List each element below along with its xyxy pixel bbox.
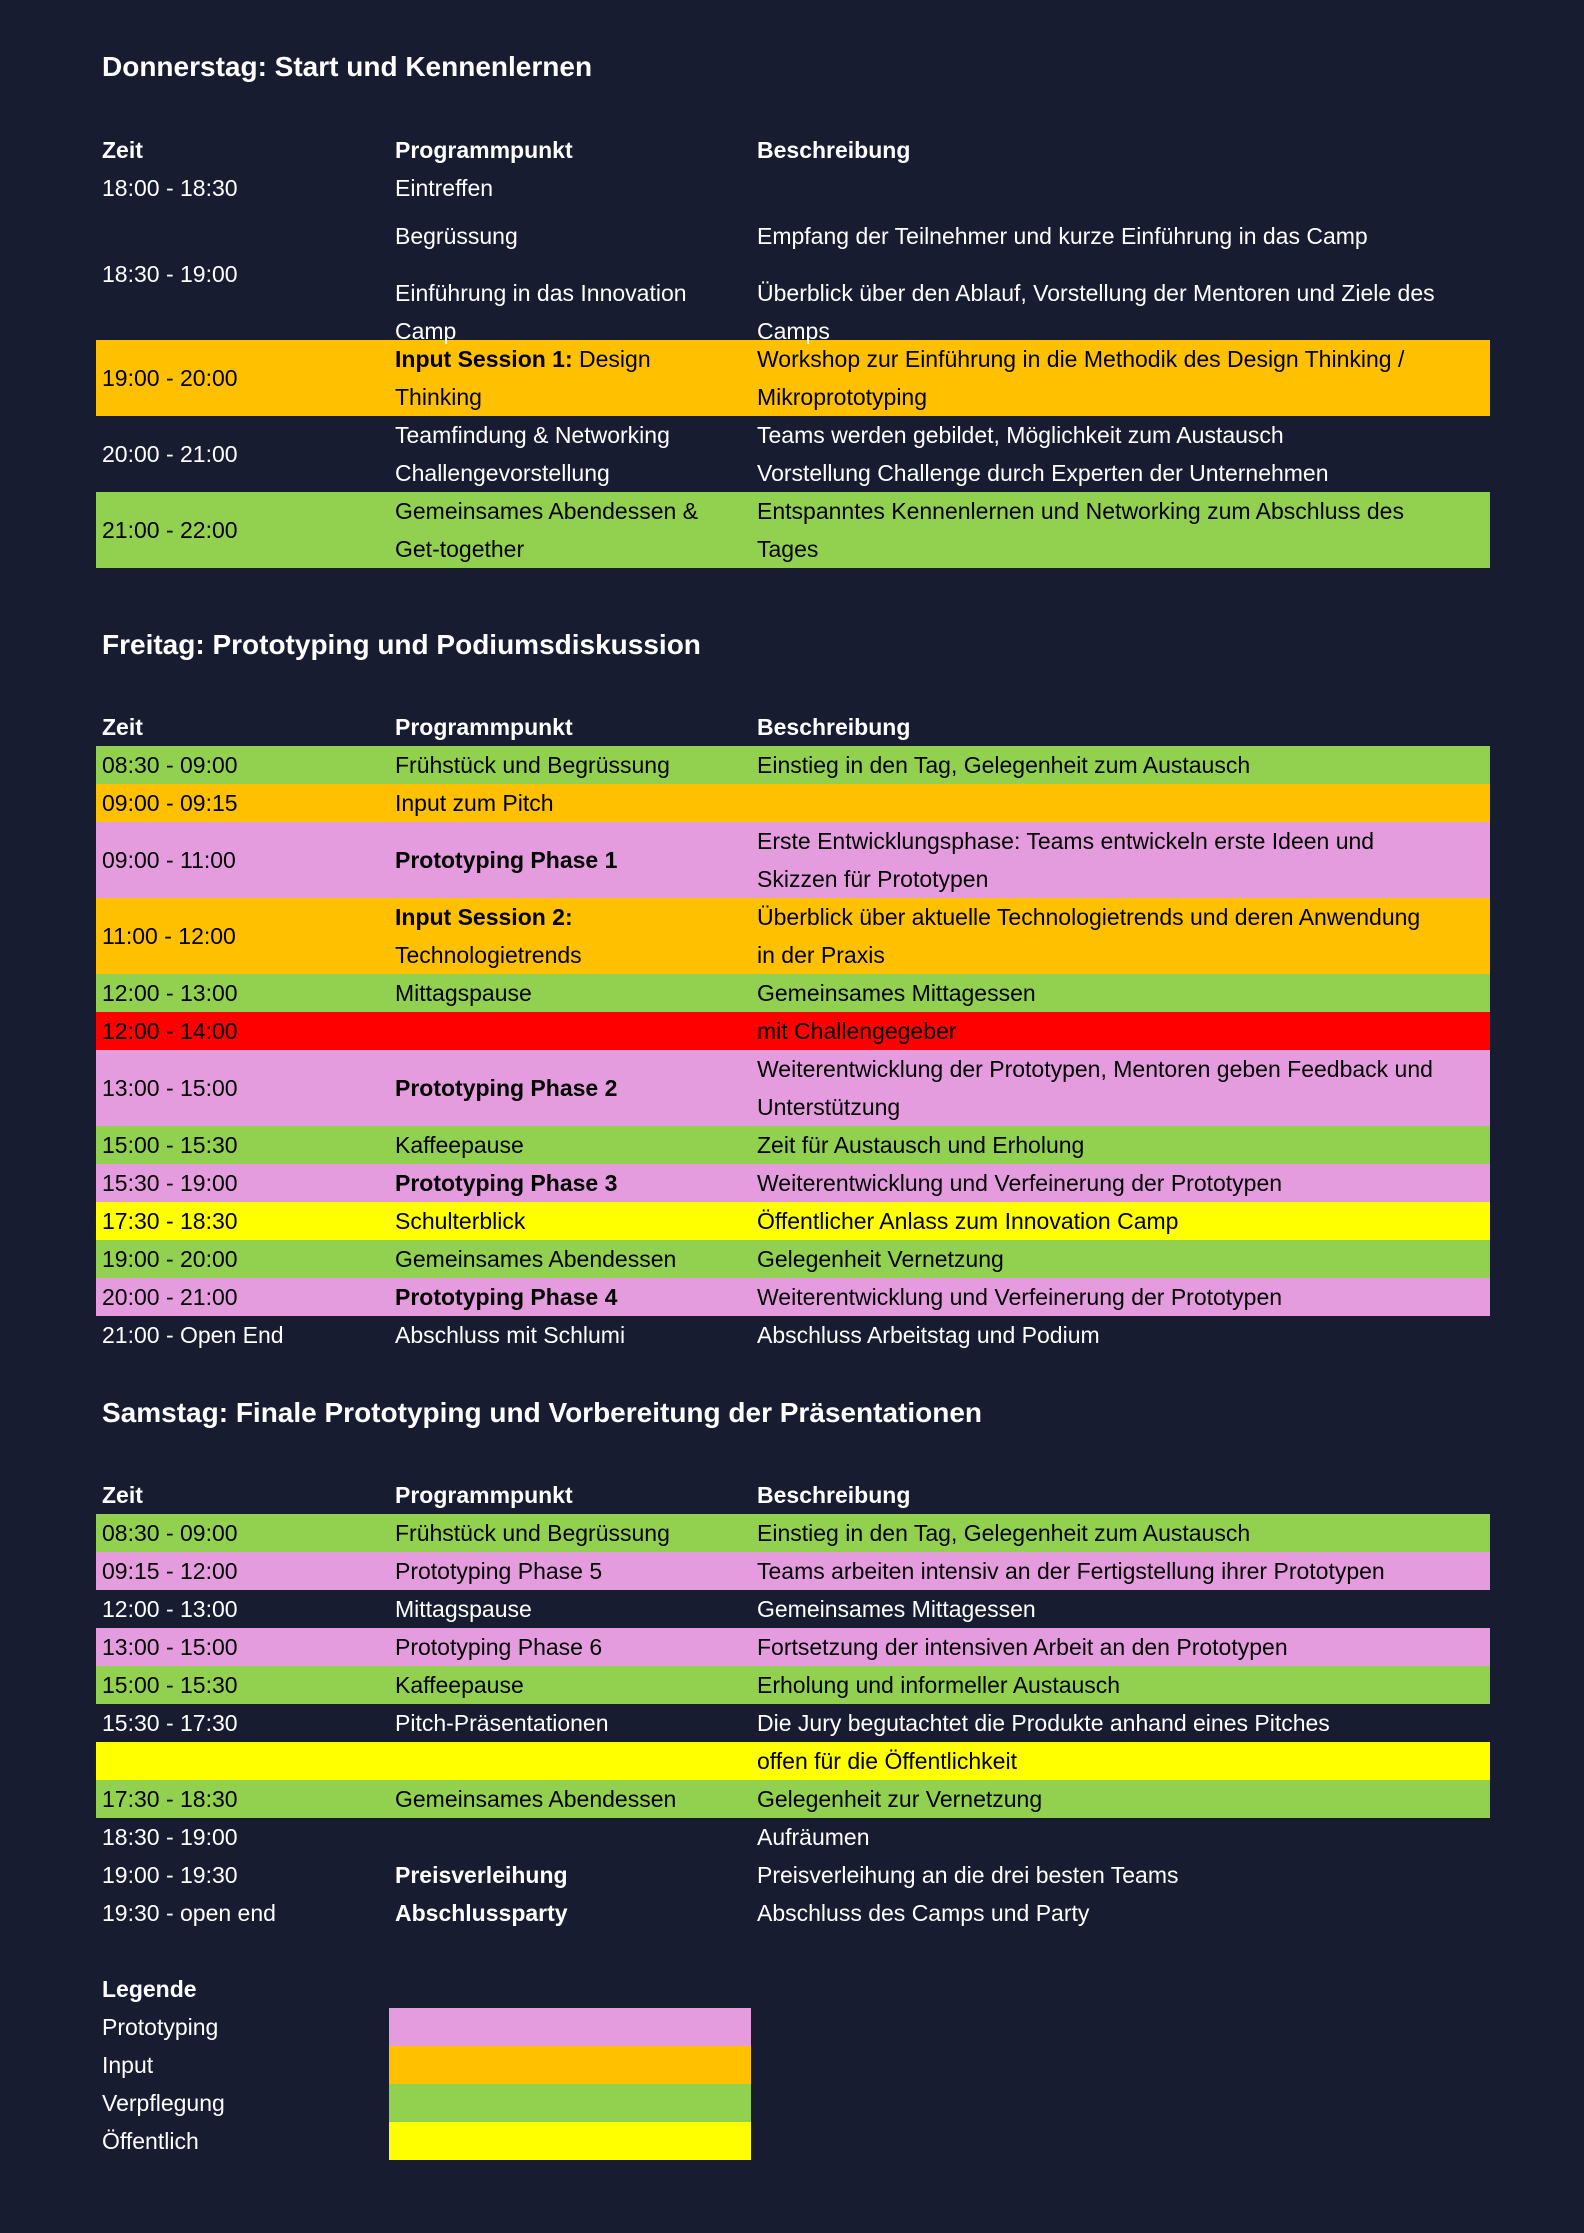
table-row	[96, 416, 1490, 492]
time-cell: 12:00 - 14:00	[102, 1018, 238, 1044]
program-bold: Prototyping Phase 2	[395, 1075, 618, 1101]
program-cell: Kaffeepause	[395, 1672, 524, 1698]
program-cell: Frühstück und Begrüssung	[395, 752, 670, 778]
description-cell	[751, 822, 1490, 898]
schedule-table	[96, 131, 1490, 568]
description-cell: Fortsetzung der intensiven Arbeit an den Prototypen	[757, 1634, 1288, 1660]
table-row	[96, 974, 1490, 1012]
description-cell: Gelegenheit Vernetzung	[757, 1246, 1004, 1272]
section-samstag	[96, 1394, 1490, 1926]
time-cell: 13:00 - 15:00	[102, 1634, 238, 1660]
description-line: Vorstellung Challenge durch Experten der Unternehmen	[757, 460, 1329, 486]
legend-label: Öffentlich	[102, 2128, 199, 2154]
program-cell	[389, 1894, 751, 1932]
section-title: Samstag: Finale Prototyping und Vorbereitung der Präsentationen	[102, 1397, 983, 1428]
time-cell: 08:30 - 09:00	[102, 1520, 238, 1546]
program-cell	[389, 198, 751, 350]
program-cell	[389, 898, 751, 974]
header-zeit: Zeit	[102, 1482, 143, 1508]
program-cell	[389, 416, 751, 492]
header-zeit: Zeit	[102, 137, 143, 163]
description-cell: Gelegenheit zur Vernetzung	[757, 1786, 1043, 1812]
table-row	[96, 1552, 1490, 1590]
description-cell: Gemeinsames Mittagessen	[757, 1596, 1036, 1622]
legend-title: Legende	[102, 1976, 197, 2002]
table-row	[96, 1240, 1490, 1278]
description-line: in der Praxis	[757, 942, 885, 968]
program-cell: Prototyping Phase 5	[395, 1558, 603, 1584]
table-header	[96, 708, 1490, 746]
schedule-table	[96, 708, 1490, 1354]
description-line: Weiterentwicklung der Prototypen, Mentoren geben Feedback und	[757, 1056, 1433, 1082]
legend	[96, 1970, 756, 2160]
legend-item	[96, 2046, 756, 2084]
header-beschreibung: Beschreibung	[757, 714, 911, 740]
header-beschreibung: Beschreibung	[757, 1482, 911, 1508]
section-title: Donnerstag: Start und Kennenlernen	[102, 51, 593, 82]
legend-swatch-prototyping	[389, 2008, 751, 2046]
legend-label: Prototyping	[102, 2014, 219, 2040]
time-cell: 15:30 - 17:30	[102, 1710, 238, 1736]
time-cell: 19:00 - 19:30	[102, 1862, 238, 1888]
table-row	[96, 822, 1490, 898]
table-row	[96, 1666, 1490, 1704]
table-row	[96, 1780, 1490, 1818]
program-cell: Eintreffen	[395, 175, 494, 201]
description-cell: mit Challengegeber	[757, 1018, 957, 1044]
description-cell: Abschluss des Camps und Party	[757, 1900, 1090, 1926]
time-cell: 08:30 - 09:00	[102, 752, 238, 778]
program-line: Challengevorstellung	[395, 460, 610, 486]
program-line: Begrüssung	[395, 222, 518, 249]
legend-item	[96, 2084, 756, 2122]
legend-swatch-oeffentlich	[389, 2122, 751, 2160]
table-row	[96, 1590, 1490, 1628]
table-row	[96, 1856, 1490, 1894]
program-cell	[389, 1164, 751, 1202]
time-cell: 19:00 - 20:00	[102, 1246, 238, 1272]
schedule-table	[96, 1476, 1490, 1932]
legend-item	[96, 2122, 756, 2160]
program-cell	[389, 1278, 751, 1316]
time-cell: 17:30 - 18:30	[102, 1208, 238, 1234]
program-line: Einführung in das Innovation	[395, 279, 687, 306]
table-row	[96, 746, 1490, 784]
table-row	[96, 1316, 1490, 1354]
table-row	[96, 1894, 1490, 1932]
time-cell: 21:00 - Open End	[102, 1322, 284, 1348]
legend-label: Verpflegung	[102, 2090, 225, 2116]
time-cell: 19:00 - 20:00	[102, 365, 238, 391]
table-row	[96, 1704, 1490, 1742]
program-bold: Prototyping Phase 3	[395, 1170, 618, 1196]
time-cell: 09:00 - 09:15	[102, 790, 238, 816]
table-row	[96, 1202, 1490, 1240]
description-cell: Einstieg in den Tag, Gelegenheit zum Austausch	[757, 1520, 1251, 1546]
program-bold: Input Session 2:	[395, 904, 573, 930]
description-line: Entspanntes Kennenlernen und Networking zum Abschluss des	[757, 498, 1404, 524]
table-row	[96, 898, 1490, 974]
program-bold: Prototyping Phase 4	[395, 1284, 618, 1310]
program-cell: Schulterblick	[395, 1208, 526, 1234]
time-cell: 20:00 - 21:00	[102, 441, 238, 467]
program-cell	[389, 1069, 751, 1107]
program-line: Get-together	[395, 536, 525, 562]
description-cell: Abschluss Arbeitstag und Podium	[757, 1322, 1100, 1348]
program-cell: Mittagspause	[395, 980, 532, 1006]
header-beschreibung: Beschreibung	[757, 137, 911, 163]
program-bold: Preisverleihung	[395, 1862, 568, 1888]
description-cell	[751, 416, 1490, 492]
time-cell: 18:30 - 19:00	[102, 1824, 238, 1850]
table-row	[96, 1278, 1490, 1316]
legend-swatch-input	[389, 2046, 751, 2084]
program-cell: Gemeinsames Abendessen	[395, 1786, 677, 1812]
table-row	[96, 1012, 1490, 1050]
program-bold: Abschlussparty	[395, 1900, 568, 1926]
description-line: Camps	[757, 317, 830, 344]
description-cell: Teams arbeiten intensiv an der Fertigstellung ihrer Prototypen	[757, 1558, 1385, 1584]
description-cell: Aufräumen	[757, 1824, 870, 1850]
time-cell: 13:00 - 15:00	[102, 1075, 238, 1101]
description-line: Empfang der Teilnehmer und kurze Einführung in das Camp	[757, 222, 1368, 249]
program-cell: Kaffeepause	[395, 1132, 524, 1158]
table-header	[96, 131, 1490, 169]
description-line: Mikroprototyping	[757, 384, 928, 410]
program-line: Gemeinsames Abendessen &	[395, 498, 699, 524]
time-cell: 09:15 - 12:00	[102, 1558, 238, 1584]
program-cell	[389, 340, 751, 416]
time-cell: 15:30 - 19:00	[102, 1170, 238, 1196]
section-freitag	[96, 626, 1490, 1348]
description-cell: Weiterentwicklung und Verfeinerung der Prototypen	[757, 1284, 1283, 1310]
description-line: Tages	[757, 536, 819, 562]
program-bold: Prototyping Phase 1	[395, 847, 618, 873]
time-cell: 18:30 - 19:00	[102, 260, 238, 287]
table-row	[96, 340, 1490, 416]
description-cell	[751, 898, 1490, 974]
description-cell: Weiterentwicklung und Verfeinerung der Prototypen	[757, 1170, 1283, 1196]
description-cell: Zeit für Austausch und Erholung	[757, 1132, 1085, 1158]
description-line: Teams werden gebildet, Möglichkeit zum Austausch	[757, 422, 1284, 448]
table-row	[96, 784, 1490, 822]
program-cell	[389, 841, 751, 879]
description-line: Erste Entwicklungsphase: Teams entwickeln erste Ideen und	[757, 828, 1375, 854]
program-rest: Design	[572, 346, 651, 372]
program-line: Thinking	[395, 384, 482, 410]
section-title: Freitag: Prototyping und Podiumsdiskussion	[102, 629, 701, 660]
time-cell: 11:00 - 12:00	[102, 923, 236, 949]
description-cell	[751, 340, 1490, 416]
program-line: Technologietrends	[395, 942, 582, 968]
table-row	[96, 207, 1490, 344]
header-programmpunkt: Programmpunkt	[395, 137, 573, 163]
description-cell	[751, 1050, 1490, 1126]
description-cell: offen für die Öffentlichkeit	[757, 1748, 1017, 1774]
time-cell: 15:00 - 15:30	[102, 1132, 238, 1158]
table-row	[96, 1628, 1490, 1666]
table-row	[96, 1818, 1490, 1856]
description-cell: Einstieg in den Tag, Gelegenheit zum Austausch	[757, 752, 1251, 778]
legend-item	[96, 2008, 756, 2046]
description-line: Überblick über aktuelle Technologietrends und deren Anwendung	[757, 904, 1421, 930]
program-cell: Abschluss mit Schlumi	[395, 1322, 626, 1348]
table-row	[96, 1050, 1490, 1126]
time-cell: 21:00 - 22:00	[102, 517, 238, 543]
table-row	[96, 1164, 1490, 1202]
program-line: Teamfindung & Networking	[395, 422, 670, 448]
time-cell: 12:00 - 13:00	[102, 1596, 238, 1622]
time-cell: 20:00 - 21:00	[102, 1284, 238, 1310]
description-line: Unterstützung	[757, 1094, 901, 1120]
program-bold: Input Session 1:	[395, 346, 573, 372]
table-header	[96, 1476, 1490, 1514]
description-line: Workshop zur Einführung in die Methodik des Design Thinking /	[757, 346, 1405, 372]
description-cell: Die Jury begutachtet die Produkte anhand eines Pitches	[757, 1710, 1330, 1736]
description-cell: Gemeinsames Mittagessen	[757, 980, 1036, 1006]
program-cell	[389, 492, 751, 568]
table-row	[96, 492, 1490, 568]
legend-swatch-verpflegung	[389, 2084, 751, 2122]
description-line: Überblick über den Ablauf, Vorstellung der Mentoren und Ziele des	[757, 279, 1435, 306]
program-cell: Gemeinsames Abendessen	[395, 1246, 677, 1272]
legend-label: Input	[102, 2052, 154, 2078]
description-line: Skizzen für Prototypen	[757, 866, 989, 892]
program-cell: Frühstück und Begrüssung	[395, 1520, 670, 1546]
time-cell: 19:30 - open end	[102, 1900, 276, 1926]
header-programmpunkt: Programmpunkt	[395, 1482, 573, 1508]
time-cell: 12:00 - 13:00	[102, 980, 238, 1006]
header-zeit: Zeit	[102, 714, 143, 740]
description-cell	[751, 198, 1490, 350]
program-cell: Pitch-Präsentationen	[395, 1710, 609, 1736]
description-cell: Preisverleihung an die drei besten Teams	[757, 1862, 1179, 1888]
program-line: Camp	[395, 317, 457, 344]
program-cell: Input zum Pitch	[395, 790, 554, 816]
header-programmpunkt: Programmpunkt	[395, 714, 573, 740]
table-row	[96, 1742, 1490, 1780]
time-cell: 09:00 - 11:00	[102, 847, 236, 873]
table-row	[96, 1126, 1490, 1164]
description-cell: Erholung und informeller Austausch	[757, 1672, 1121, 1698]
time-cell: 15:00 - 15:30	[102, 1672, 238, 1698]
program-cell: Mittagspause	[395, 1596, 532, 1622]
description-cell	[751, 492, 1490, 568]
time-cell: 17:30 - 18:30	[102, 1786, 238, 1812]
table-row	[96, 1514, 1490, 1552]
description-cell: Öffentlicher Anlass zum Innovation Camp	[757, 1208, 1179, 1234]
program-cell	[389, 1856, 751, 1894]
program-cell: Prototyping Phase 6	[395, 1634, 603, 1660]
time-cell: 18:00 - 18:30	[102, 175, 238, 201]
section-donnerstag	[96, 48, 1490, 562]
